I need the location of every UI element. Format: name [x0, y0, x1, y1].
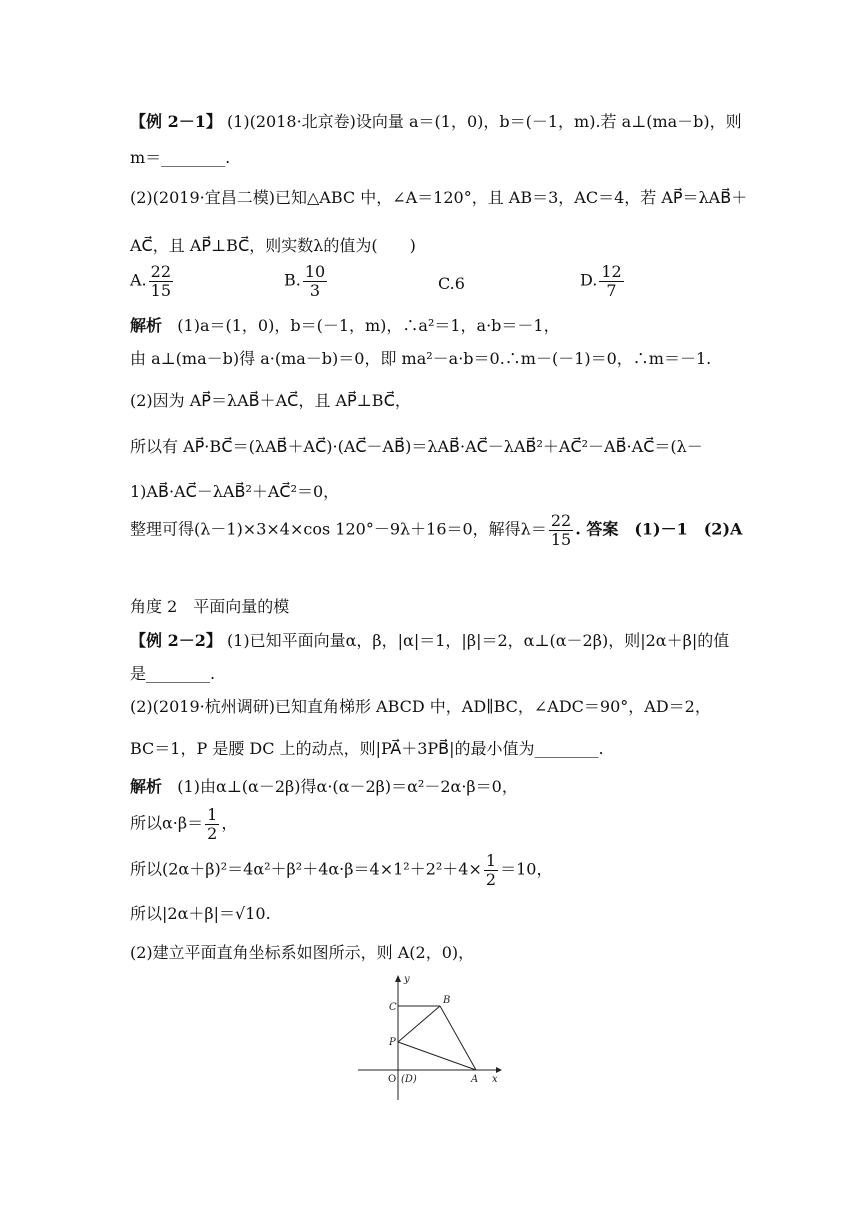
y-label: y — [404, 974, 410, 985]
segment-ba — [440, 1006, 476, 1070]
trapezoid-coordinate-figure — [354, 972, 504, 1104]
segment-pb — [398, 1006, 440, 1042]
point-c-label: C — [389, 1002, 397, 1013]
choice-a: A. $\frac{22}{15}$ — [130, 262, 171, 300]
point-b-label: B — [443, 995, 451, 1006]
segment-pa — [398, 1042, 476, 1070]
example-2-2-question-2-line-2: BC＝1，P 是腰 DC 上的动点，则|PA⃗＋3PB⃗|的最小值为________. — [130, 739, 604, 758]
solution-1-line-1: 解析 (1)a＝(1，0)，b＝(－1，m)，∴a²＝1，a·b＝－1， — [130, 316, 560, 335]
solution-2-line-2: 所以有 AP⃗·BC⃗＝(λAB⃗＋AC⃗)·(AC⃗－AB⃗)＝λAB⃗·AC⃗－λAB⃗²＋AC⃗²－AB⃗·AC⃗＝(λ－ — [130, 437, 703, 456]
fraction: $\frac{22}{15}$ — [550, 511, 572, 549]
fraction: $\frac{1}{2}$ — [485, 851, 497, 889]
example-2-1-title: 【例 2－1】 — [130, 112, 222, 131]
fraction: $\frac{10}{3}$ — [304, 262, 326, 300]
fraction: $\frac{12}{7}$ — [601, 262, 622, 300]
solution-label: 解析 — [130, 316, 163, 335]
point-p-label: P — [389, 1037, 396, 1048]
y-axis-arrow — [395, 975, 401, 982]
solution-2-line-4: 整理可得(λ－1)×3×4×cos 120°－9λ＋16＝0，解得λ＝ $\frac{22}{15}$ . 答案 (1)－1 (2)A — [130, 511, 743, 549]
example-2-2-question-1-line-2: 是________. — [130, 664, 216, 683]
choice-b: B. $\frac{10}{3}$ — [284, 262, 326, 300]
point-a-label: A — [471, 1074, 479, 1085]
choice-c: C.6 — [438, 274, 465, 293]
example-2-2-solution-line-2: 所以α·β＝ $\frac{1}{2}$ ， — [130, 805, 238, 843]
solution-2-line-3: 1)AB⃗·AC⃗－λAB⃗²＋AC⃗²＝0， — [130, 482, 340, 501]
example-2-1-question-2-line-1: (2)(2019·宜昌二模)已知△ABC 中，∠A＝120°，且 AB＝3，AC＝4，若 AP⃗＝λAB⃗＋ — [130, 188, 748, 207]
example-2-1-question-2-line-2: AC⃗，且 AP⃗⊥BC⃗，则实数λ的值为( ) — [130, 236, 416, 255]
fraction: $\frac{22}{15}$ — [150, 262, 171, 300]
example-2-2-solution-line-1: 解析 (1)由α⊥(α－2β)得α·(α－2β)＝α²－2α·β＝0， — [130, 777, 518, 796]
point-d-label: (D) — [401, 1074, 417, 1085]
example-2-2-solution-line-4: 所以|2α＋β|＝√10. — [130, 904, 271, 923]
example-2-2-solution-line-3: 所以(2α＋β)²＝4α²＋β²＋4α·β＝4×1²＋2²＋4× $\frac{1}{2}$ ＝10， — [130, 851, 553, 889]
angle-2-heading: 角度 2 平面向量的模 — [130, 597, 290, 616]
choice-d: D. $\frac{12}{7}$ — [580, 262, 622, 300]
solution-label: 解析 — [130, 777, 163, 796]
example-2-2-question-1-line-1: 【例 2－2】 (1)已知平面向量α，β，|α|＝1，|β|＝2，α⊥(α－2β)，则|2α＋β|的值 — [130, 631, 730, 650]
example-2-1-question-1-line-1: 【例 2－1】 (1)(2018·北京卷)设向量 a＝(1，0)，b＝(－1，m).若 a⊥(ma－b)，则 — [130, 112, 742, 131]
origin-label: O — [388, 1074, 397, 1085]
solution-2-line-1: (2)因为 AP⃗＝λAB⃗＋AC⃗，且 AP⃗⊥BC⃗， — [130, 391, 411, 410]
example-2-2-title: 【例 2－2】 — [130, 631, 222, 650]
example-2-2-solution-line-5: (2)建立平面直角坐标系如图所示，则 A(2，0)， — [130, 943, 475, 962]
example-2-2-question-2-line-1: (2)(2019·杭州调研)已知直角梯形 ABCD 中，AD∥BC，∠ADC＝90°，AD＝2， — [130, 697, 711, 716]
x-axis-arrow — [496, 1067, 502, 1073]
solution-1-line-2: 由 a⊥(ma－b)得 a·(ma－b)＝0，即 ma²－a·b＝0.∴m－(－1)＝0，∴m＝－1. — [130, 349, 712, 368]
example-2-1-question-1-line-2: m＝________. — [130, 148, 231, 167]
fraction: $\frac{1}{2}$ — [207, 805, 218, 843]
x-label: x — [492, 1074, 498, 1085]
